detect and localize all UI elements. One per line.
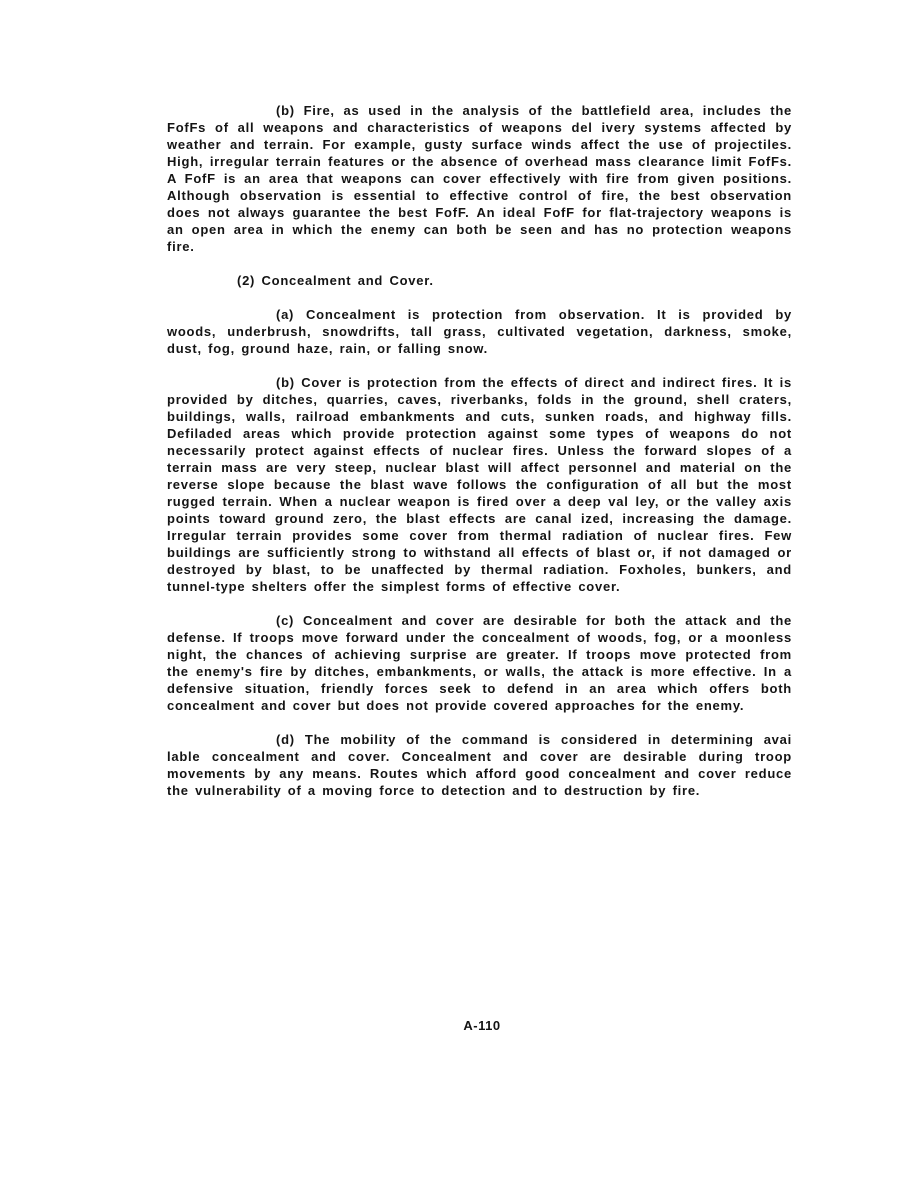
paragraph-attack-defense: (c) Concealment and cover are desirable for both the attack and the defense. If troops move forward under the concealment of woods, fog, or a moonless night, the chances of achieving surprise are greater. If troops move protected from the enemy's fire by ditches, embankments, or walls, the attack is more effective. In a defensive situation, friendly forces seek to defend in an area which offers both concealment and cover but does not provide covered approaches for the enemy.	[167, 613, 792, 713]
page-number: A-110	[463, 1018, 501, 1033]
paragraph-fire: (b) Fire, as used in the analysis of the battlefield area, includes the FofFs of all weapons and characteristics of weapons del ivery systems affected by weather and terrain. For example, gusty surface winds affect the use of projectiles. High, irregular terrain features or the absence of overhead mass clearance limit FofFs. A FofF is an area that weapons can cover effectively with fire from given positions. Although observation is essential to effective control of fire, the best observation does not always guarantee the best FofF. An ideal FofF for flat-trajectory weapons is an open area in which the enemy can both be seen and has no protection weapons fire.	[167, 103, 792, 254]
document-body	[167, 102, 792, 816]
section-heading-concealment-cover: (2) Concealment and Cover.	[237, 273, 434, 288]
paragraph-mobility: (d) The mobility of the command is considered in determining avai lable concealment and cover. Concealment and cover are desirable during troop movements by any means. Routes which afford good concealment and cover reduce the vulnerability of a moving force to detection and to destruction by fire.	[167, 732, 792, 798]
paragraph-concealment: (a) Concealment is protection from observation. It is provided by woods, underbrush, snowdrifts, tall grass, cultivated vegetation, darkness, smoke, dust, fog, ground haze, rain, or falling snow.	[167, 307, 792, 356]
paragraph-cover: (b) Cover is protection from the effects of direct and indirect fires. It is provided by ditches, quarries, caves, riverbanks, folds in the ground, shell craters, buildings, walls, railroad embankments and cuts, sunken roads, and highway fills. Defiladed areas which provide protection against some types of weapons do not necessarily protect against effects of nuclear fires. Unless the forward slopes of a terrain mass are very steep, nuclear blast will affect personnel and material on the reverse slope because the blast wave follows the configuration of all but the most rugged terrain. When a nuclear weapon is fired over a deep val ley, or the valley axis points toward ground zero, the blast effects are canal ized, increasing the damage. Irregular terrain provides some cover from thermal radiation of nuclear fires. Few buildings are sufficiently strong to withstand all effects of blast or, if not damaged or destroyed by blast, to be unaffected by thermal radiation. Foxholes, bunkers, and tunnel-type shelters offer the simplest forms of effective cover.	[167, 375, 792, 594]
